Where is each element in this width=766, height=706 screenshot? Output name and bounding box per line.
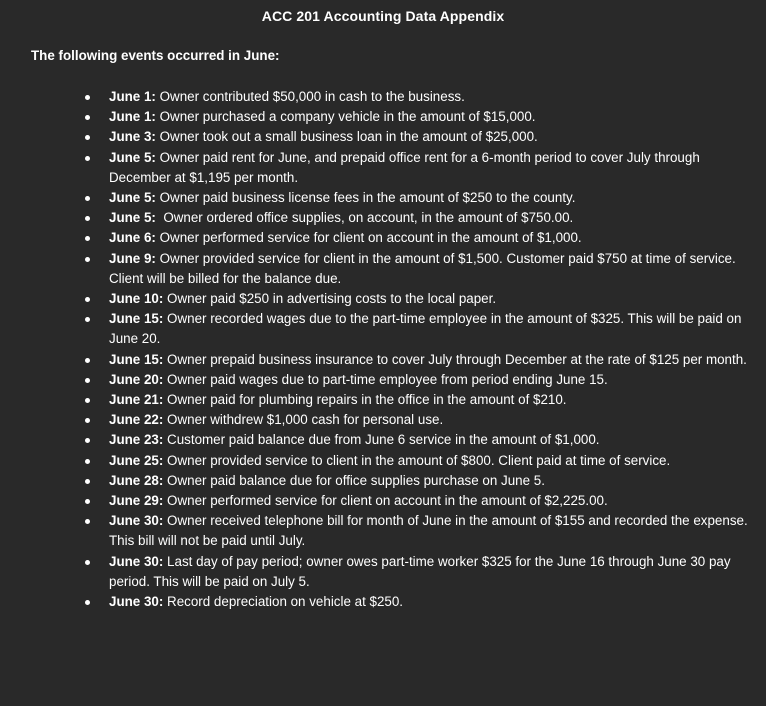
- event-description: Owner provided service to client in the amount of $800. Client paid at time of service.: [163, 452, 671, 468]
- event-description: Owner contributed $50,000 in cash to the business.: [155, 89, 465, 104]
- event-date: June 6:: [109, 230, 156, 246]
- bullet-icon: [85, 257, 90, 262]
- bullet-icon: [85, 216, 90, 221]
- event-item: [109, 511, 752, 551]
- event-description: Owner performed service for client on account in the amount of $2,225.00.: [163, 493, 608, 509]
- event-date: June 1:: [109, 89, 156, 104]
- event-date: June 22:: [109, 412, 164, 428]
- bullet-icon: [85, 499, 90, 504]
- bullet-icon: [85, 418, 90, 423]
- event-date: June 15:: [109, 311, 164, 327]
- bullet-icon: [85, 560, 90, 565]
- bullet-icon: [85, 358, 90, 363]
- event-description: Owner performed service for client on account in the amount of $1,000.: [155, 230, 582, 246]
- bullet-icon: [85, 236, 90, 241]
- event-item: [109, 208, 749, 228]
- event-item: [109, 410, 749, 430]
- event-description: Owner paid for plumbing repairs in the office in the amount of $210.: [163, 392, 567, 408]
- bullet-icon: [85, 600, 90, 605]
- event-description: Owner paid $250 in advertising costs to the local paper.: [163, 291, 497, 307]
- event-item: [109, 370, 749, 390]
- event-description: Record depreciation on vehicle at $250.: [163, 594, 404, 610]
- bullet-icon: [85, 479, 90, 484]
- event-description: Owner ordered office supplies, on account, in the amount of $750.00.: [155, 210, 574, 226]
- bullet-icon: [85, 519, 90, 524]
- event-item: [109, 87, 749, 107]
- event-description: Owner paid wages due to part-time employee from period ending June 15.: [163, 371, 608, 387]
- event-description: Owner paid balance due for office supplies purchase on June 5.: [163, 472, 545, 488]
- event-item: [109, 471, 749, 491]
- event-description: Owner prepaid business insurance to cover July through December at the rate of $125 per month.: [163, 351, 747, 367]
- event-item: [109, 188, 749, 208]
- bullet-icon: [85, 398, 90, 403]
- event-description: Owner received telephone bill for month of June in the amount of $155 and recorded the expense. This bill will not be paid until July.: [109, 513, 752, 549]
- event-date: June 20:: [109, 371, 164, 387]
- event-date: June 30:: [109, 513, 164, 529]
- event-date: June 5:: [109, 210, 156, 226]
- event-description: Owner paid rent for June, and prepaid office rent for a 6-month period to cover July through December at $1,195 per month.: [109, 149, 704, 185]
- bullet-icon: [85, 156, 90, 161]
- event-description: Owner provided service for client in the amount of $1,500. Customer paid $750 at time of service. Client will be billed for the balance due.: [109, 250, 740, 286]
- event-date: June 5:: [109, 149, 156, 165]
- event-date: June 3:: [109, 129, 156, 145]
- event-item: [109, 350, 749, 370]
- bullet-icon: [85, 196, 90, 201]
- event-description: Customer paid balance due from June 6 service in the amount of $1,000.: [163, 432, 600, 448]
- event-date: June 1:: [109, 109, 156, 125]
- bullet-icon: [85, 115, 90, 120]
- event-description: Owner recorded wages due to the part-time employee in the amount of $325. This will be paid on June 20.: [109, 311, 746, 347]
- bullet-icon: [85, 438, 90, 443]
- event-item: [109, 148, 749, 188]
- event-item: [109, 451, 749, 471]
- event-item: [109, 127, 749, 147]
- event-item: [109, 249, 749, 289]
- event-date: June 23:: [109, 432, 164, 448]
- event-item: [109, 390, 749, 410]
- bullet-icon: [85, 135, 90, 140]
- event-description: Owner paid business license fees in the amount of $250 to the county.: [155, 190, 576, 206]
- event-date: June 30:: [109, 553, 164, 569]
- bullet-icon: [85, 459, 90, 464]
- intro-heading: The following events occurred in June:: [31, 48, 280, 63]
- event-description: Owner purchased a company vehicle in the amount of $15,000.: [155, 109, 536, 125]
- event-date: June 28:: [109, 472, 164, 488]
- event-date: June 29:: [109, 493, 164, 509]
- event-date: June 5:: [109, 190, 156, 206]
- event-description: Owner withdrew $1,000 cash for personal use.: [163, 412, 444, 428]
- event-item: [109, 552, 749, 592]
- event-date: June 21:: [109, 392, 164, 408]
- event-item: [109, 107, 749, 127]
- document-title: ACC 201 Accounting Data Appendix: [261, 8, 505, 24]
- bullet-icon: [85, 378, 90, 383]
- bullet-icon: [85, 297, 90, 302]
- event-description: Owner took out a small business loan in the amount of $25,000.: [155, 129, 538, 145]
- event-item: [109, 228, 749, 248]
- event-list: [109, 87, 752, 612]
- bullet-icon: [85, 95, 90, 100]
- event-item: [109, 592, 749, 612]
- event-date: June 9:: [109, 250, 156, 266]
- event-date: June 10:: [109, 291, 164, 307]
- event-item: [109, 491, 749, 511]
- event-item: [109, 289, 749, 309]
- event-description: Last day of pay period; owner owes part-time worker $325 for the June 16 through June 30 pay period. This will be paid on July 5.: [109, 553, 735, 589]
- event-date: June 25:: [109, 452, 164, 468]
- bullet-icon: [85, 317, 90, 322]
- event-date: June 15:: [109, 351, 164, 367]
- event-date: June 30:: [109, 594, 164, 610]
- event-item: [109, 309, 749, 349]
- event-item: [109, 430, 749, 450]
